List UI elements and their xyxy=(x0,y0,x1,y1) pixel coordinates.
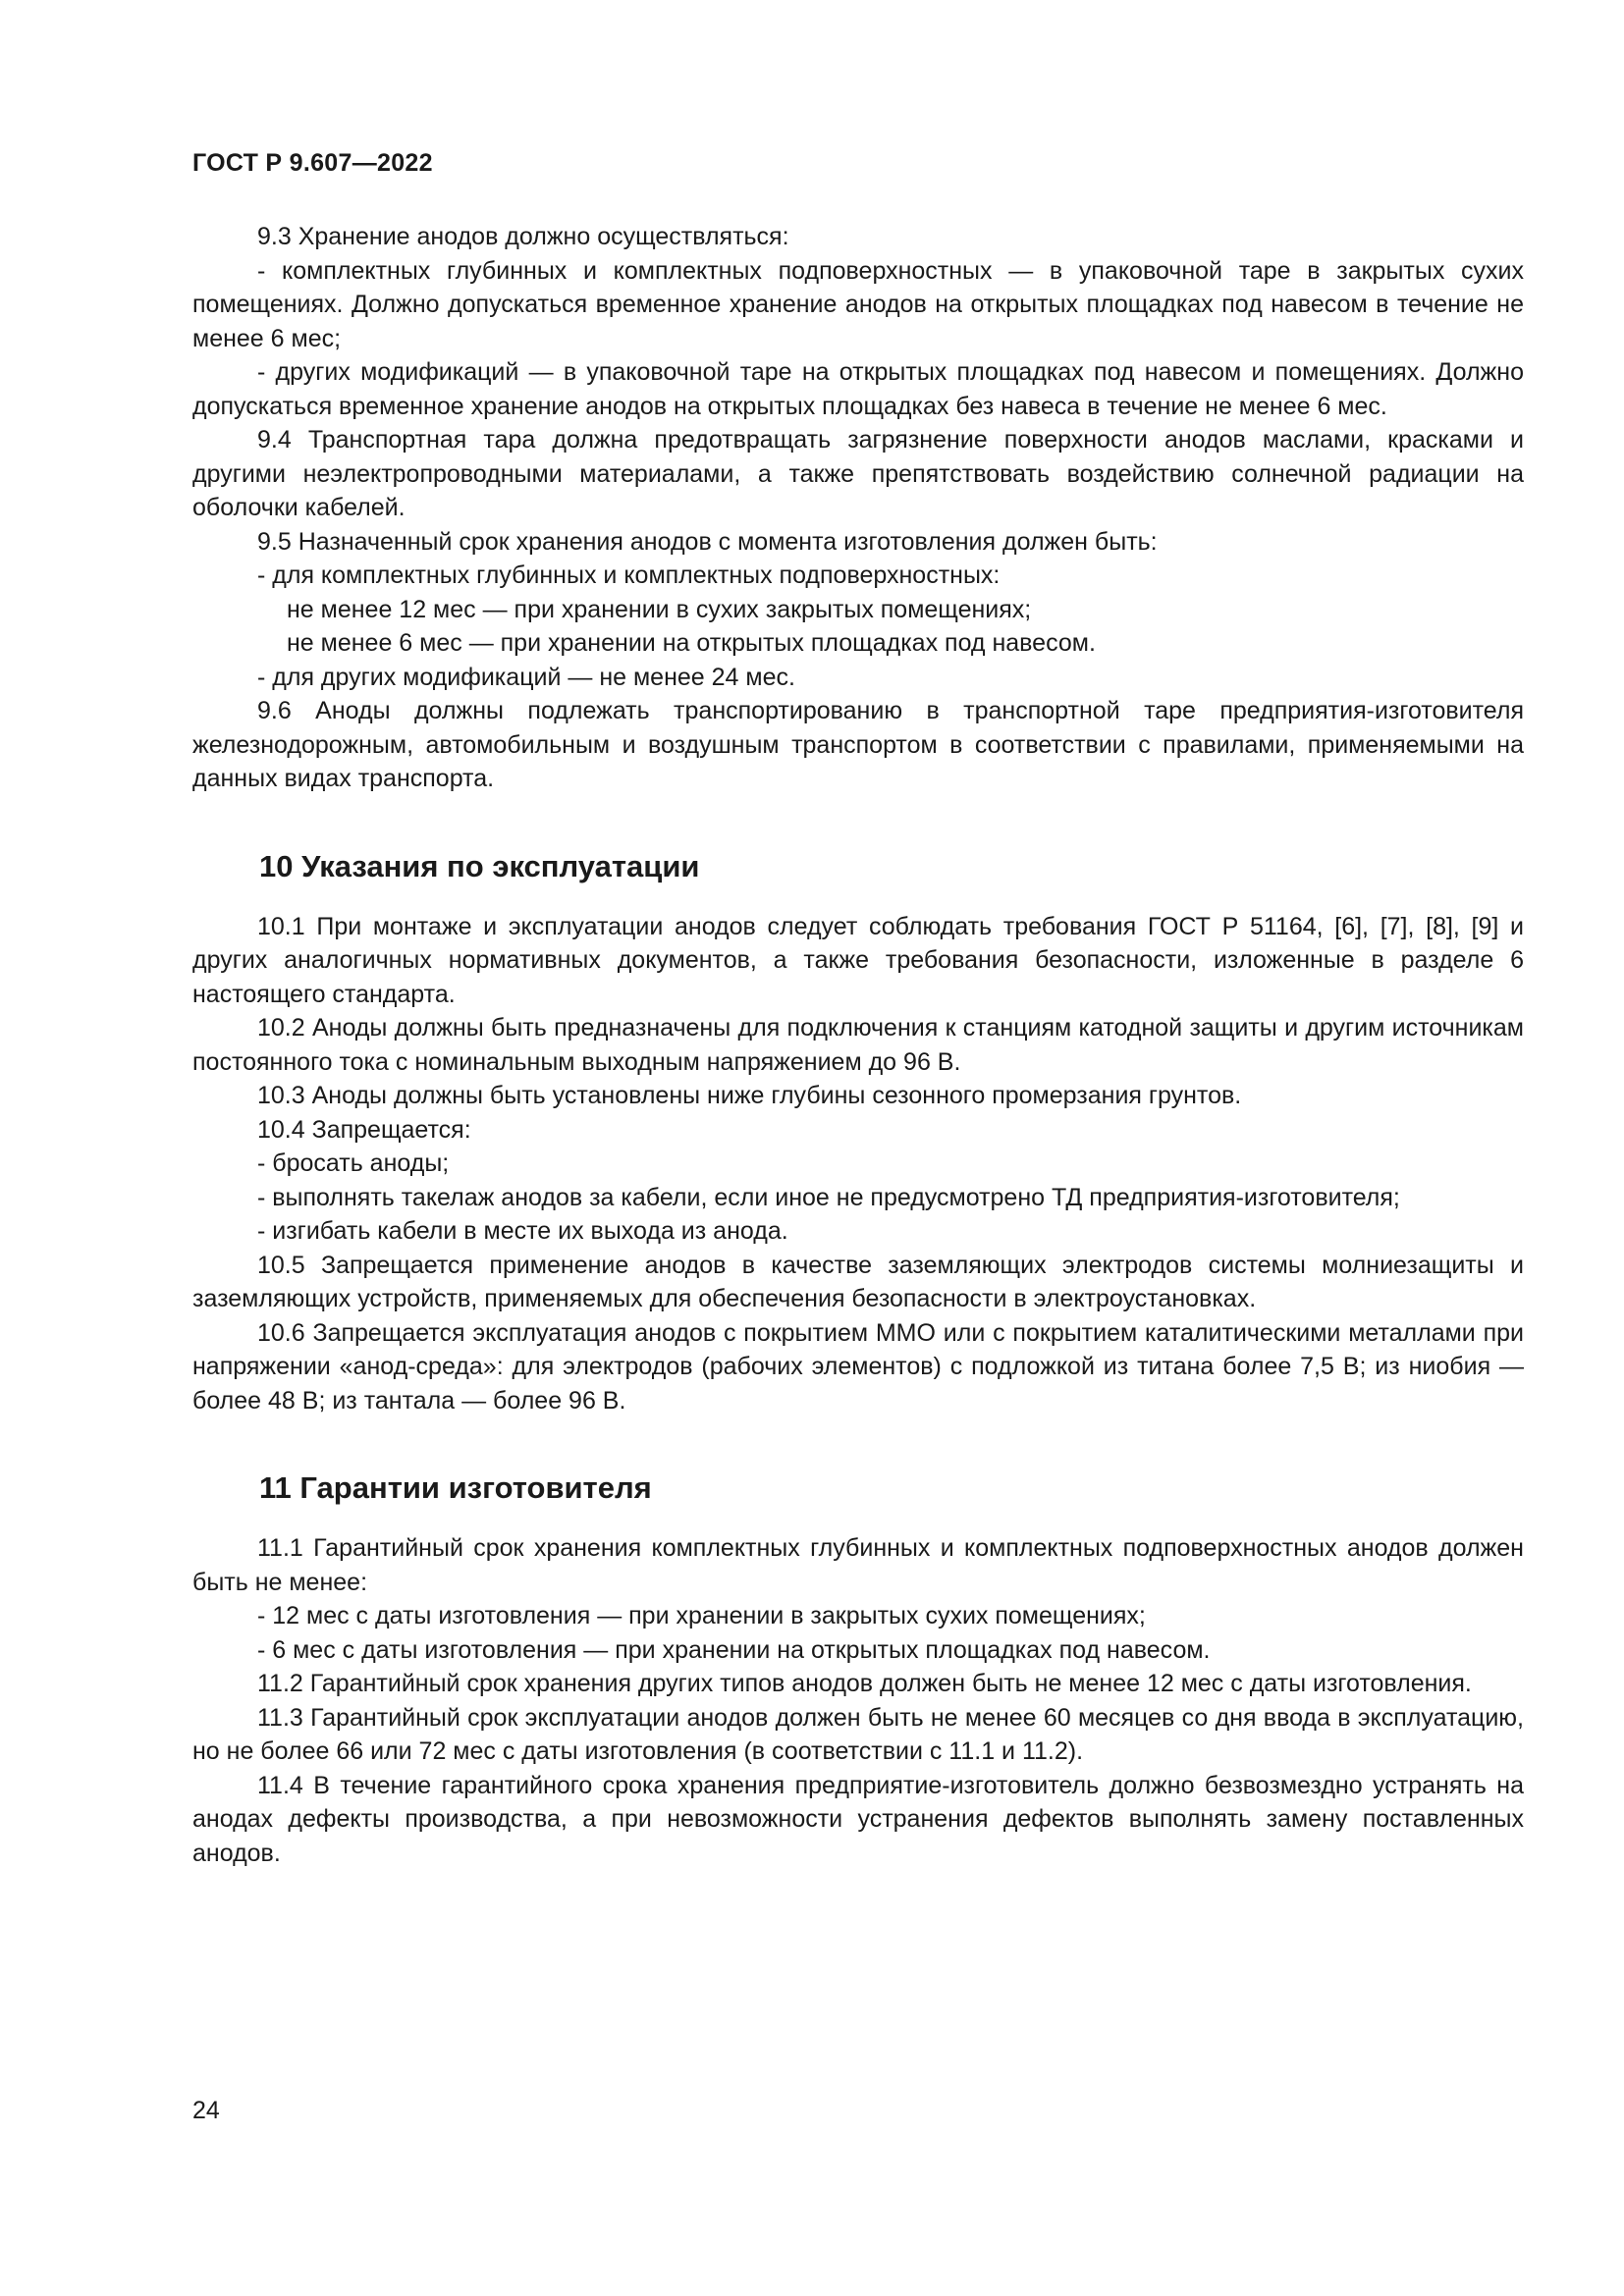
paragraph-11-4: 11.4 В течение гарантийного срока хранения предприятие-изготовитель должно безвозмездно устранять на анодах дефекты производства, а при невозможности устранения дефектов выполнять замену поставленных анодов. xyxy=(192,1771,1524,1867)
paragraph-10-6: 10.6 Запрещается эксплуатация анодов с покрытием ММО или с покрытием каталитическими металлами при напряжении «анод-среда»: для электродов (рабочих элементов) с подложкой из титана более 7,5 В; из ниобия — более 48 В; из тантала — более 96 В. xyxy=(192,1318,1524,1415)
list-item: - выполнять такелаж анодов за кабели, если иное не предусмотрено ТД предприятия-изготовителя; xyxy=(257,1183,1400,1211)
paragraph-10-4: 10.4 Запрещается: xyxy=(257,1115,471,1144)
list-item: - других модификаций — в упаковочной таре на открытых площадках под навесом и помещениях. Должно допускаться временное хранение анодов на открытых площадках без навеса в течение не менее 6 мес. xyxy=(192,358,1524,420)
paragraph-10-1: 10.1 При монтаже и эксплуатации анодов следует соблюдать требования ГОСТ Р 51164, [6], [7], [8], [9] и других аналогичных нормативных документов, а также требования безопасности, изложенные в разделе 6 настоящего стандарта. xyxy=(192,912,1524,1008)
paragraph-11-1: 11.1 Гарантийный срок хранения комплектных глубинных и комплектных подповерхностных анодов должен быть не менее: xyxy=(192,1534,1524,1596)
sub-list-item: не менее 6 мес — при хранении на открытых площадках под навесом. xyxy=(287,629,1096,657)
document-header: ГОСТ Р 9.607—2022 xyxy=(192,149,433,177)
paragraph-9-3: 9.3 Хранение анодов должно осуществляться: xyxy=(257,223,789,250)
paragraph-11-3: 11.3 Гарантийный срок эксплуатации анодов должен быть не менее 60 месяцев со дня ввода в эксплуатацию, но не более 66 или 72 мес с даты изготовления (в соответствии с 11.1 и 11.2). xyxy=(192,1703,1524,1765)
paragraph-9-4: 9.4 Транспортная тара должна предотвращать загрязнение поверхности анодов маслами, красками и другими неэлектропроводными материалами, а также препятствовать воздействию солнечной радиации на оболочки кабелей. xyxy=(192,426,1524,521)
section-heading-11: 11 Гарантии изготовителя xyxy=(259,1470,652,1505)
list-item: - комплектных глубинных и комплектных подповерхностных — в упаковочной таре в закрытых сухих помещениях. Должно допускаться временное хранение анодов на открытых площадках под навесом в течение не менее 6 мес; xyxy=(192,256,1524,352)
paragraph-9-5: 9.5 Назначенный срок хранения анодов с момента изготовления должен быть: xyxy=(257,527,1158,556)
paragraph-10-5: 10.5 Запрещается применение анодов в качестве заземляющих электродов системы молниезащиты и заземляющих устройств, применяемых для обеспечения безопасности в электроустановках. xyxy=(192,1251,1524,1312)
sub-list-item: не менее 12 мес — при хранении в сухих закрытых помещениях; xyxy=(287,595,1032,623)
paragraph-10-2: 10.2 Аноды должны быть предназначены для подключения к станциям катодной защиты и другим источникам постоянного тока с номинальным выходным напряжением до 96 В. xyxy=(192,1014,1524,1076)
list-item: - бросать аноды; xyxy=(257,1149,450,1177)
list-item: - изгибать кабели в месте их выхода из анода. xyxy=(257,1217,788,1245)
list-item: - для других модификаций — не менее 24 мес. xyxy=(257,663,795,691)
list-item: - 6 мес с даты изготовления — при хранении на открытых площадках под навесом. xyxy=(257,1635,1211,1664)
page-content xyxy=(192,220,1524,1870)
paragraph-10-3: 10.3 Аноды должны быть установлены ниже глубины сезонного промерзания грунтов. xyxy=(257,1082,1242,1109)
list-item: - для комплектных глубинных и комплектных подповерхностных: xyxy=(257,561,1001,589)
section-heading-10: 10 Указания по эксплуатации xyxy=(259,848,700,883)
paragraph-9-6: 9.6 Аноды должны подлежать транспортированию в транспортной таре предприятия-изготовителя железнодорожным, автомобильным и воздушным транспортом в соответствии с правилами, применяемыми на данных видах транспорта. xyxy=(192,697,1524,792)
page-number: 24 xyxy=(192,2097,220,2124)
list-item: - 12 мес с даты изготовления — при хранении в закрытых сухих помещениях; xyxy=(257,1602,1146,1629)
paragraph-11-2: 11.2 Гарантийный срок хранения других типов анодов должен быть не менее 12 мес с даты изготовления. xyxy=(257,1670,1472,1697)
